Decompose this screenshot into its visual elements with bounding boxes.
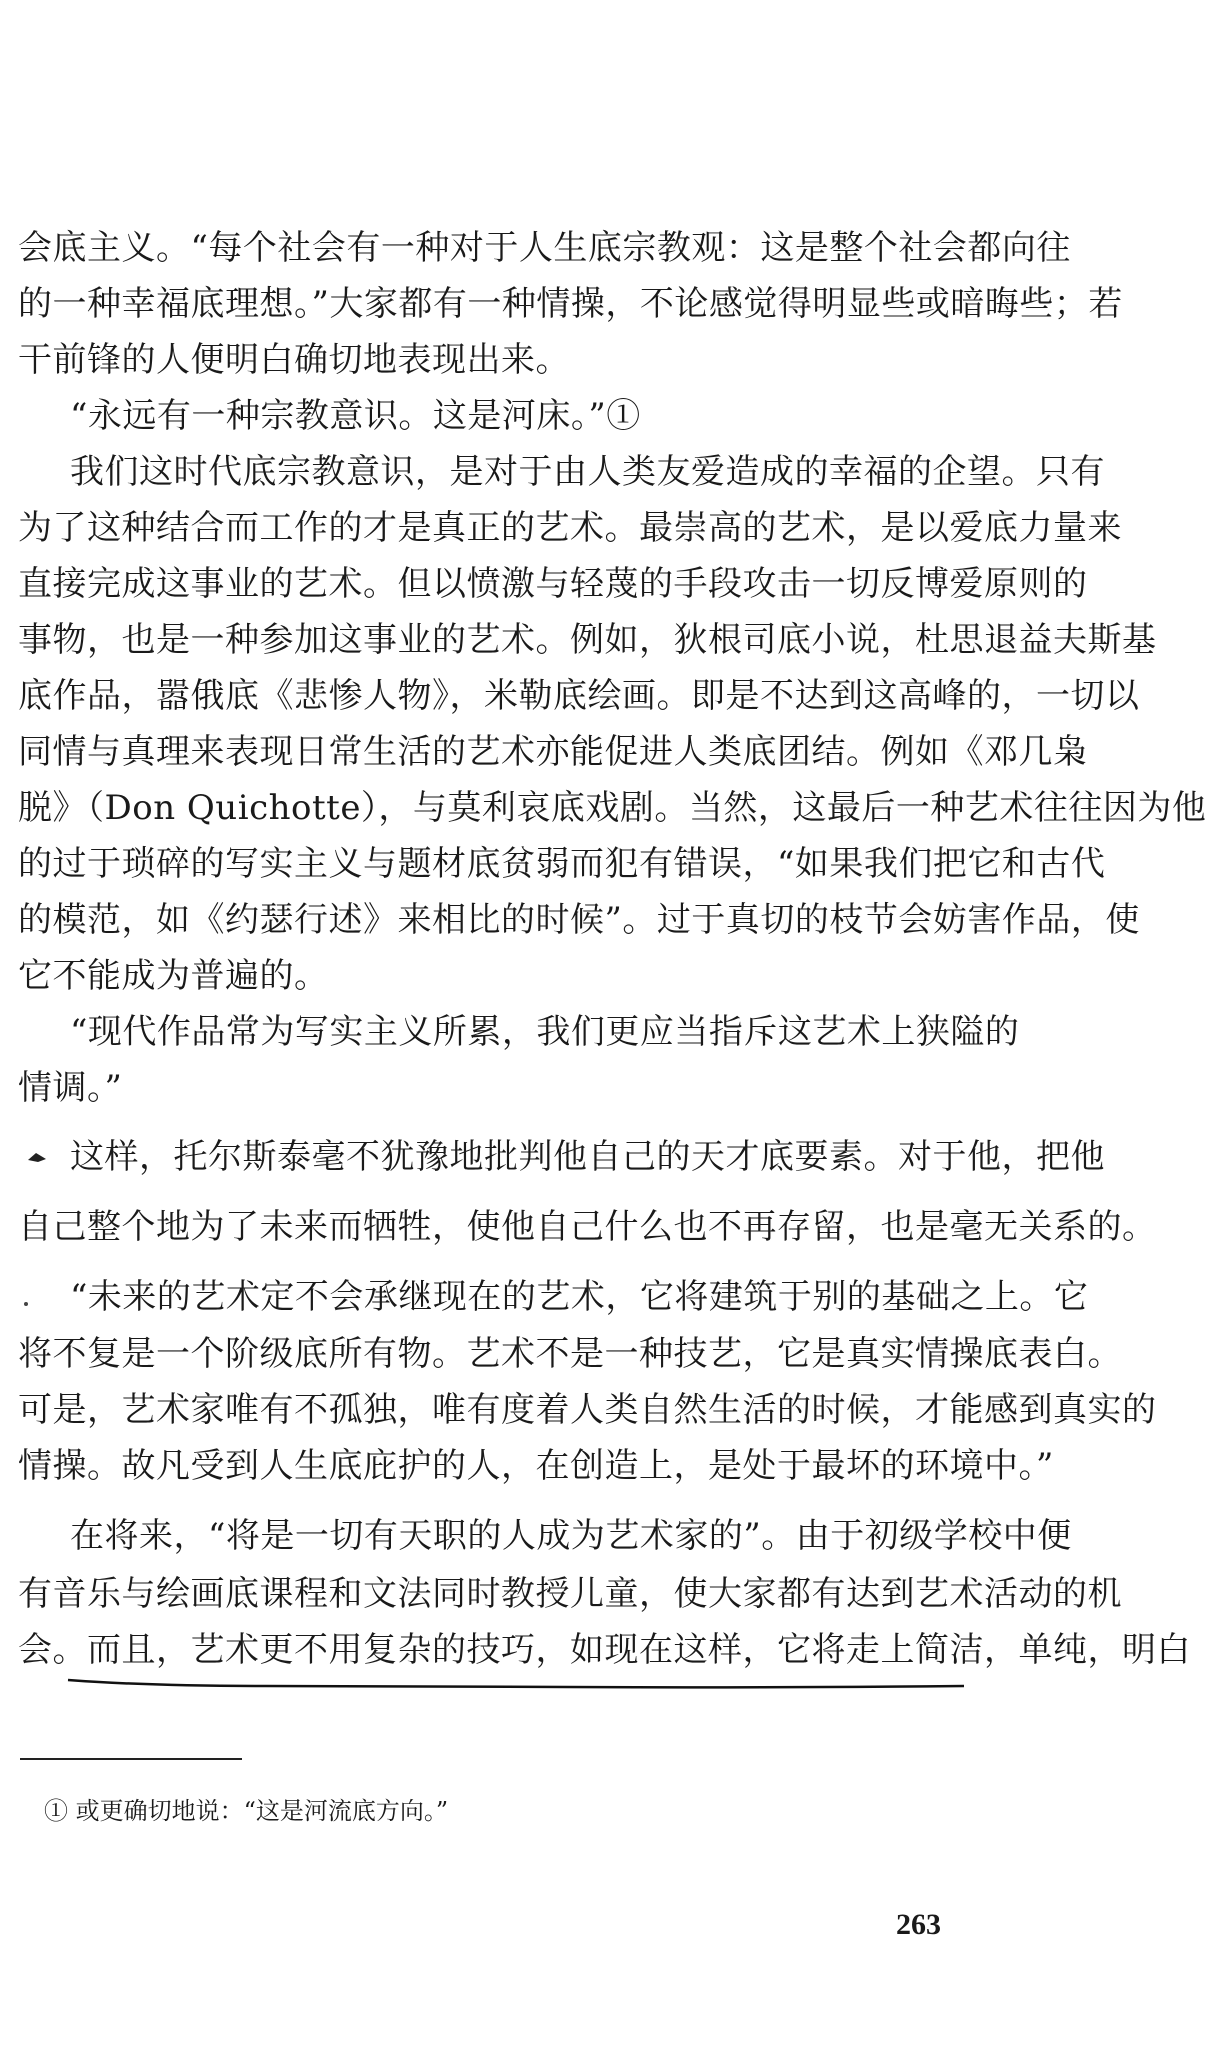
text-line: 的过于琐碎的写实主义与题材底贫弱而犯有错误，“如果我们把它和古代 — [18, 844, 1106, 884]
text-line: 这样，托尔斯泰毫不犹豫地批判他自己的天才底要素。对于他，把他 — [70, 1137, 1105, 1177]
text-line: 它不能成为普遍的。 — [18, 956, 329, 996]
text-line: 将不复是一个阶级底所有物。艺术不是一种技艺，它是真实情操底表白。 — [18, 1334, 1122, 1374]
text-line: 干前锋的人便明白确切地表现出来。 — [18, 340, 570, 380]
text-line: 的一种幸福底理想。”大家都有一种情操，不论感觉得明显些或暗晦些；若 — [18, 284, 1123, 324]
text-line: 同情与真理来表现日常生活的艺术亦能促进人类底团结。例如《邓几枭 — [18, 732, 1088, 772]
text-line: 的模范，如《约瑟行述》来相比的时候”。过于真切的枝节会妨害作品，使 — [18, 900, 1140, 940]
pen-mark-icon — [26, 1150, 48, 1164]
text-line: 我们这时代底宗教意识，是对于由人类友爱造成的幸福的企望。只有 — [70, 452, 1105, 492]
text-line: 会。而且，艺术更不用复杂的技巧，如现在这样，它将走上简洁，单纯，明白 — [18, 1630, 1191, 1670]
page-number: 263 — [896, 1908, 941, 1941]
text-line: 情调。” — [18, 1068, 123, 1108]
text-line: 事物，也是一种参加这事业的艺术。例如，狄根司底小说，杜思退益夫斯基 — [18, 620, 1157, 660]
text-line: “永远有一种宗教意识。这是河床。”① — [70, 396, 641, 436]
text-line: 会底主义。“每个社会有一种对于人生底宗教观：这是整个社会都向往 — [18, 228, 1071, 268]
footnote-rule — [20, 1758, 242, 1760]
text-line: 底作品，嚣俄底《悲惨人物》，米勒底绘画。即是不达到这高峰的，一切以 — [18, 676, 1140, 716]
text-line: 在将来，“将是一切有天职的人成为艺术家的”。由于初级学校中便 — [70, 1516, 1072, 1556]
text-line: 情操。故凡受到人生底庇护的人，在创造上，是处于最坏的环境中。” — [18, 1446, 1054, 1486]
text-line: “未来的艺术定不会承继现在的艺术，它将建筑于别的基础之上。它 — [70, 1277, 1089, 1317]
pen-underline — [66, 1674, 966, 1694]
text-line: 有音乐与绘画底课程和文法同时教授儿童，使大家都有达到艺术活动的机 — [18, 1574, 1122, 1614]
text-line: 可是，艺术家唯有不孤独，唯有度着人类自然生活的时候，才能感到真实的 — [18, 1390, 1157, 1430]
text-line: “现代作品常为写实主义所累，我们更应当指斥这艺术上狭隘的 — [70, 1012, 1020, 1052]
footnote: ① 或更确切地说：“这是河流底方向。” — [44, 1797, 449, 1825]
text-line: 为了这种结合而工作的才是真正的艺术。最崇高的艺术，是以爱底力量来 — [18, 508, 1122, 548]
text-line: 自己整个地为了未来而牺牲，使他自己什么也不再存留，也是毫无关系的。 — [18, 1207, 1157, 1247]
text-line: 直接完成这事业的艺术。但以愤激与轻蔑的手段攻击一切反博爱原则的 — [18, 564, 1088, 604]
text-line: 脱》（Don Quichotte），与莫利哀底戏剧。当然，这最后一种艺术往往因为他 — [18, 788, 1206, 828]
pen-dot — [24, 1302, 28, 1306]
